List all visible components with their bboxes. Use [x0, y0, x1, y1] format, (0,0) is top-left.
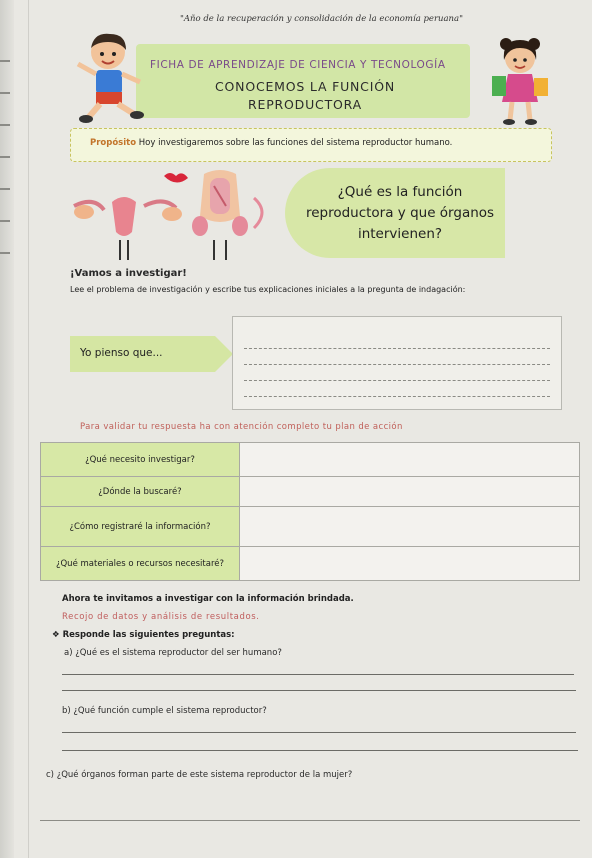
plan-question: ¿Dónde la buscaré?	[41, 477, 240, 507]
girl-illustration	[488, 36, 552, 126]
vamos-heading: ¡Vamos a investigar!	[70, 268, 187, 279]
action-plan-table	[40, 442, 580, 581]
purpose-label: Propósito	[90, 138, 137, 148]
binder-ring	[0, 252, 10, 254]
answer-line[interactable]	[62, 690, 576, 691]
binder-ring	[0, 156, 10, 158]
answer-line[interactable]	[62, 750, 578, 751]
plan-question: ¿Qué materiales o recursos necesitaré?	[41, 547, 240, 581]
pienso-label: Yo pienso que...	[80, 347, 163, 359]
instruction-text: Lee el problema de investigación y escribe tus explicaciones iniciales a la pregunta de indagación:	[70, 285, 466, 294]
header-note: "Año de la recuperación y consolidación de la economía peruana"	[180, 14, 463, 24]
margin-line	[28, 0, 29, 858]
answer-line[interactable]	[244, 364, 550, 365]
table-row	[41, 443, 580, 477]
concept-title-line2: REPRODUCTORA	[248, 97, 362, 112]
inquiry-question: ¿Qué es la función reproductora y que órganos intervienen?	[305, 184, 495, 242]
answer-line[interactable]	[244, 396, 550, 397]
validate-text: Para validar tu respuesta ha con atención completo tu plan de acción	[80, 422, 403, 432]
reproductive-organs-illustration	[64, 166, 274, 274]
plan-question: ¿Qué necesito investigar?	[41, 443, 240, 477]
purpose	[90, 138, 452, 148]
answer-line[interactable]	[62, 732, 576, 733]
answer-line[interactable]	[244, 380, 550, 381]
answer-line[interactable]	[62, 674, 574, 675]
binder-ring	[0, 124, 10, 126]
purpose-text: Hoy investigaremos sobre las funciones del sistema reproductor humano.	[138, 138, 453, 148]
concept-title-line1: CONOCEMOS LA FUNCIÓN	[215, 79, 395, 94]
question-b: b) ¿Qué función cumple el sistema reproductor?	[62, 706, 267, 716]
concept-title	[150, 78, 460, 114]
binder-ring	[0, 188, 10, 190]
responde-heading: ❖ Responde las siguientes preguntas:	[52, 630, 235, 640]
invite-text: Ahora te invitamos a investigar con la información brindada.	[62, 594, 354, 604]
recojo-heading: Recojo de datos y análisis de resultados.	[62, 612, 260, 622]
table-row	[41, 507, 580, 547]
plan-answer-cell[interactable]	[240, 477, 580, 507]
binder-ring	[0, 60, 10, 62]
table-row	[41, 547, 580, 581]
answer-line[interactable]	[40, 820, 580, 821]
question-c: c) ¿Qué órganos forman parte de este sistema reproductor de la mujer?	[46, 770, 353, 780]
pienso-arrow	[215, 336, 233, 372]
plan-answer-cell[interactable]	[240, 507, 580, 547]
plan-answer-cell[interactable]	[240, 547, 580, 581]
binder-ring	[0, 92, 10, 94]
ficha-title: FICHA DE APRENDIZAJE DE CIENCIA Y TECNOLOGÍA	[150, 59, 446, 71]
boy-illustration	[64, 28, 154, 124]
question-a: a) ¿Qué es el sistema reproductor del ser humano?	[64, 648, 282, 658]
binder-edge	[0, 0, 14, 858]
answer-line[interactable]	[244, 348, 550, 349]
binder-ring	[0, 220, 10, 222]
plan-answer-cell[interactable]	[240, 443, 580, 477]
plan-question: ¿Cómo registraré la información?	[41, 507, 240, 547]
table-row	[41, 477, 580, 507]
